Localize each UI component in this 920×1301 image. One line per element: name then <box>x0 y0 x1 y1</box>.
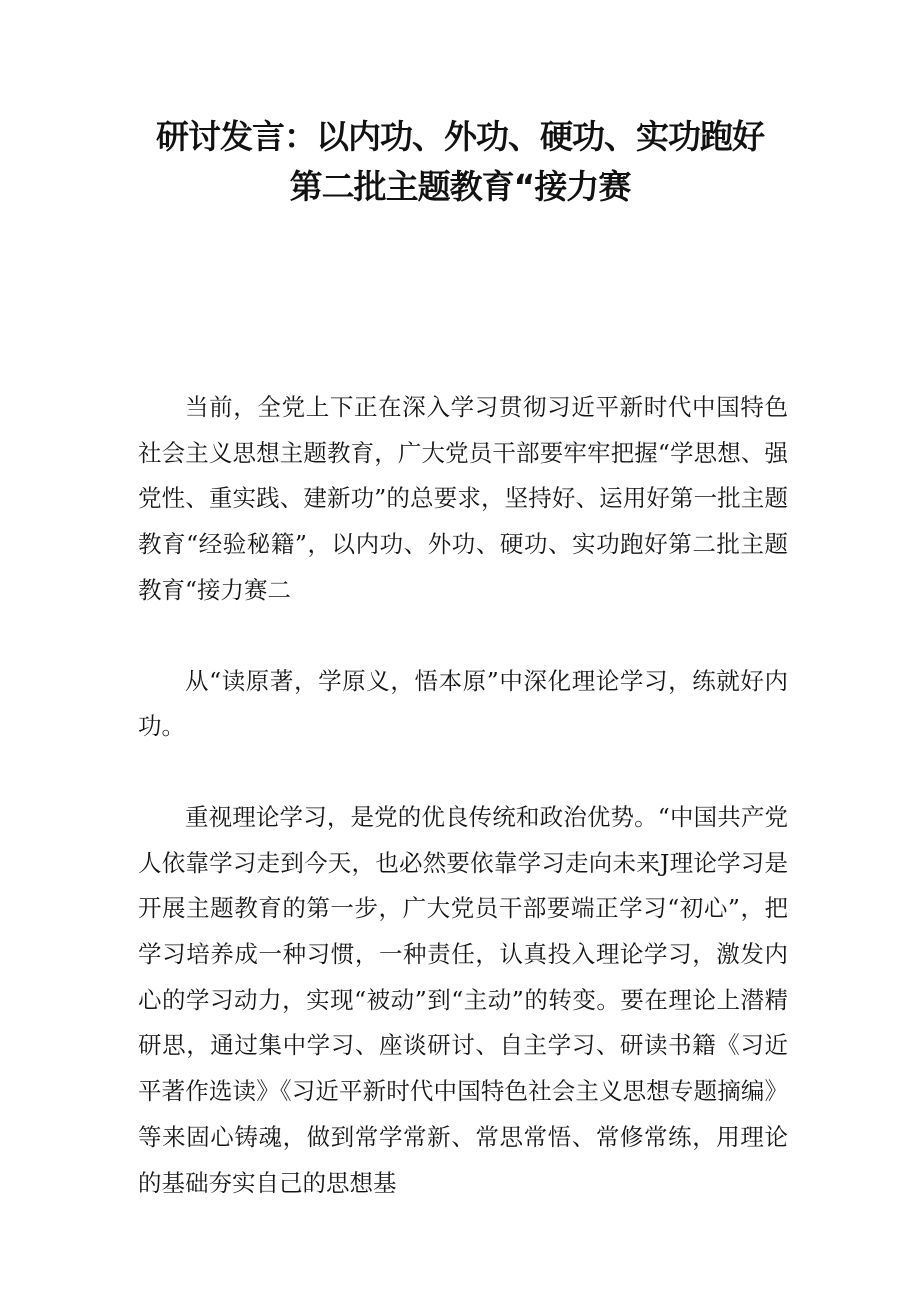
paragraph-heading-theory: 从“读原著，学原义，悟本原”中深化理论学习，练就好内功。 <box>138 666 788 741</box>
paragraph-theory-study: 重视理论学习，是党的优良传统和政治优势。“中国共产党人依靠学习走到今天，也必然要依靠学习走向未来J理论学习是开展主题教育的第一步，广大党员干部要端正学习“初心”，把学习培养成一种习惯，一种责任，认真投入理论学习，激发内心的学习动力，实现“被动”到“主动”的转变。要在理论上潜精研思，通过集中学习、座谈研讨、自主学习、研读书籍《习近平著作选读》《习近平新时代中国特色社会主义思想专题摘编》等来固心铸魂，做到常学常新、常思常悟、常修常练，用理论的基础夯实自己的思想基 <box>138 802 788 1197</box>
document-title <box>0 112 920 212</box>
title-line-1: 研讨发言：以内功、外功、硬功、实功跑好 <box>156 117 764 156</box>
document-body <box>138 385 788 1206</box>
paragraph-intro: 当前，全党上下正在深入学习贯彻习近平新时代中国特色社会主义思想主题教育，广大党员干部要牢牢把握“学思想、强党性、重实践、建新功”的总要求，坚持好、运用好第一批主题教育“经验秘籍”，以内功、外功、硬功、实功跑好第二批主题教育“接力赛二 <box>138 393 788 604</box>
title-line-2: 第二批主题教育“接力赛 <box>289 167 631 206</box>
